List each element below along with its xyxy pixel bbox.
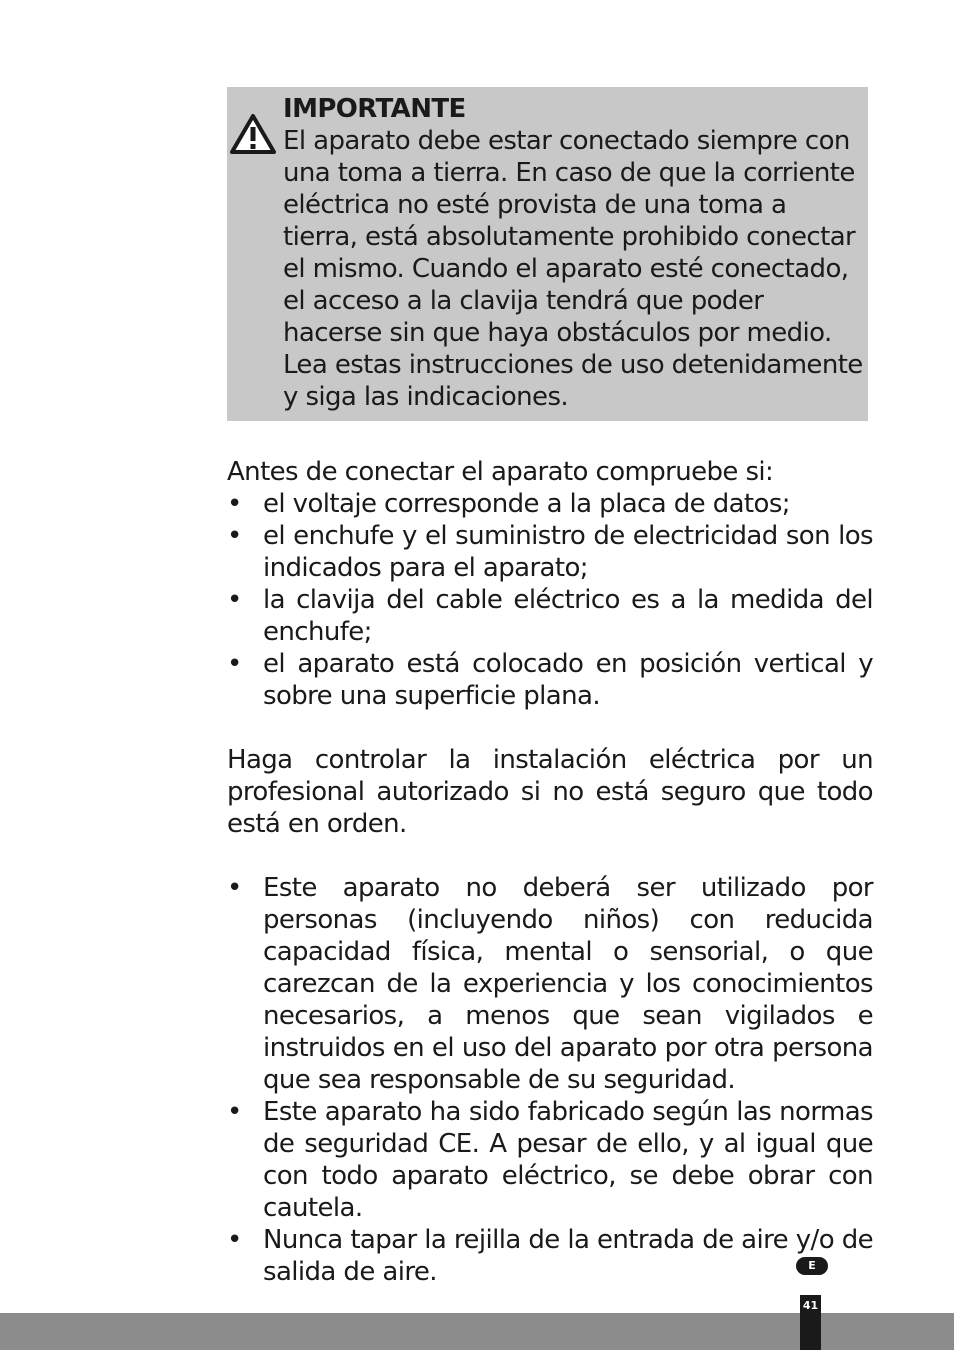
checklist-item: • el aparato está colocado en posición vertical y sobre una superficie plana. (227, 648, 873, 712)
safety-item: • Este aparato no deberá ser utilizado por personas (incluyendo niños) con reducida capacidad física, mental o sensorial, o que carezcan de la experiencia y los conocimientos necesarios, a menos que sean vigilados e instruidos en el uso del aparato por otra persona que sea responsable de su seguridad. (227, 872, 873, 1096)
checklist-item: • el voltaje corresponde a la placa de datos; (227, 488, 873, 520)
checklist-intro: Antes de conectar el aparato compruebe si: (227, 457, 774, 487)
safety-item: • Nunca tapar la rejilla de la entrada de aire y/o de salida de aire. (227, 1224, 873, 1288)
checklist-item: • la clavija del cable eléctrico es a la medida del enchufe; (227, 584, 873, 648)
checklist (227, 488, 873, 712)
safety-list (227, 872, 873, 1288)
checklist-item: • el enchufe y el suministro de electricidad son los indicados para el aparato; (227, 520, 873, 584)
installation-note: Haga controlar la instalación eléctrica por un profesional autorizado si no está seguro que todo está en orden. (227, 745, 873, 839)
spacer (227, 840, 873, 872)
warning-text (283, 93, 863, 413)
main-content (227, 456, 873, 1288)
warning-triangle-icon (229, 113, 277, 155)
warning-box (227, 87, 868, 421)
safety-item: • Este aparato ha sido fabricado según las normas de seguridad CE. A pesar de ello, y al igual que con todo aparato eléctrico, se debe obrar con cautela. (227, 1096, 873, 1224)
language-badge: E (796, 1257, 828, 1275)
warning-body: El aparato debe estar conectado siempre con una toma a tierra. En caso de que la corriente eléctrica no esté provista de una toma a tierra, está absolutamente prohibido conectar el mismo. Cuando el aparato esté conectado, el acceso a la clavija tendrá que poder hacerse sin que haya obstáculos por medio. Lea estas instrucciones de uso detenidamente y siga las indicaciones. (283, 126, 863, 412)
page-number: 41 (800, 1295, 821, 1350)
warning-title: IMPORTANTE (283, 94, 466, 124)
spacer (227, 712, 873, 744)
